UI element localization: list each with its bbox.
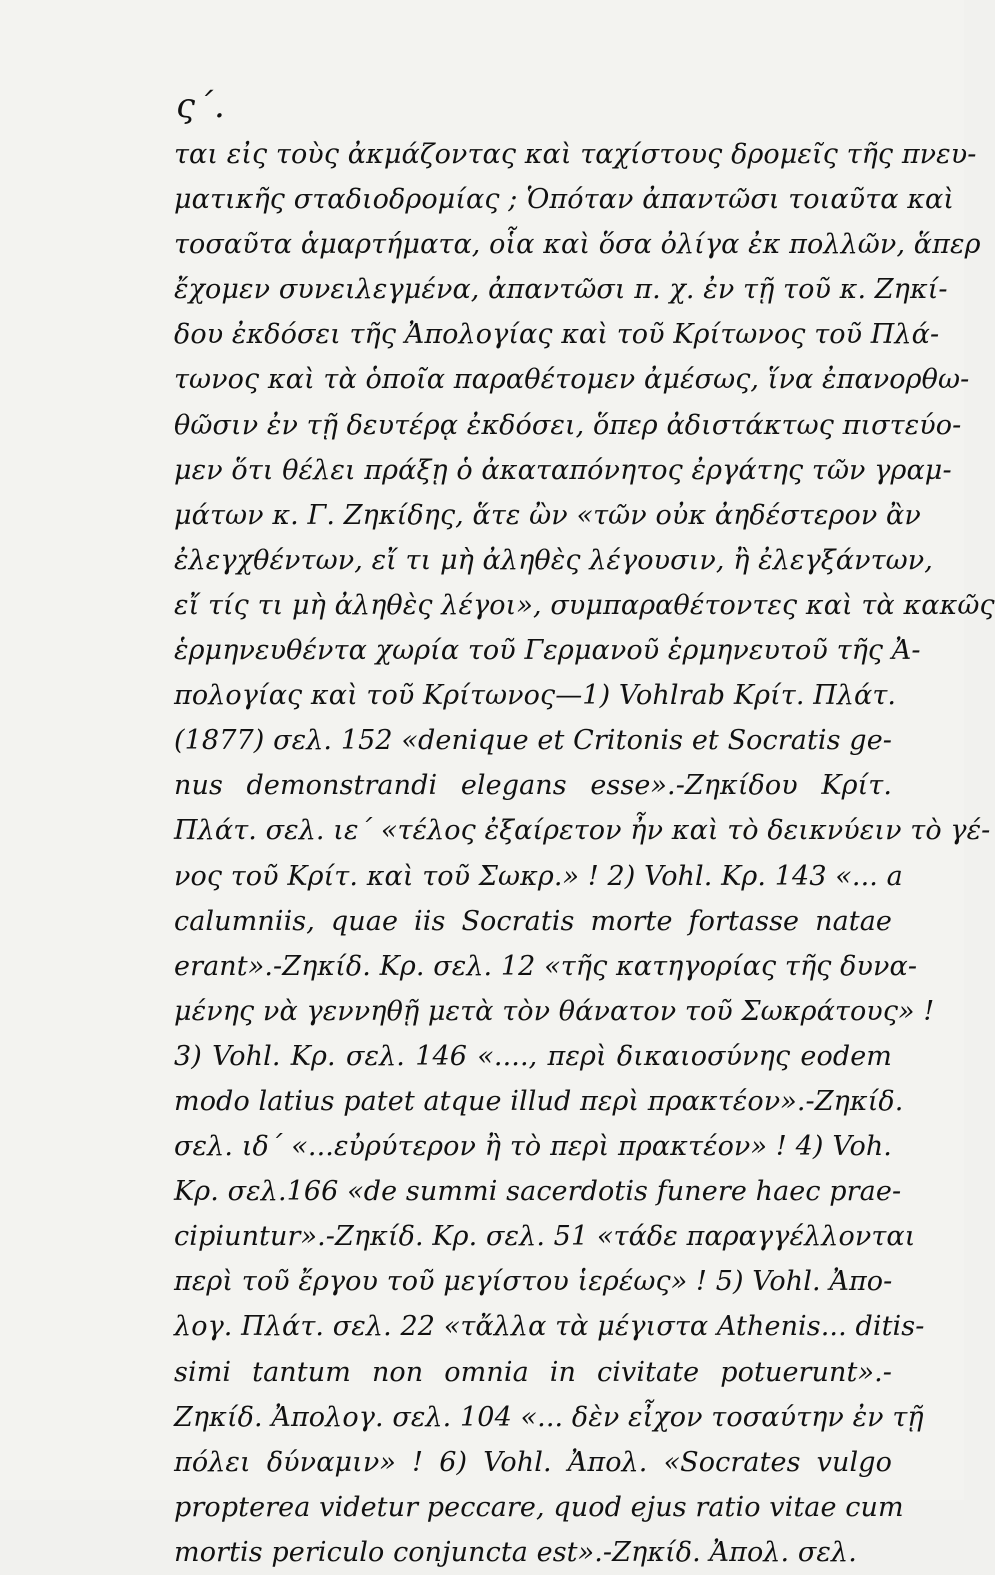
text-line: ται εἰς τοὺς ἀκμάζοντας καὶ ταχίστους δρομεῖς τῆς πνευ- — [174, 139, 977, 170]
text-line: τωνος καὶ τὰ ὁποῖα παραθέτομεν ἀμέσως, ἵνα ἐπανορθω- — [174, 364, 970, 396]
text-line: εἴ τίς τι μὴ ἀληθὲς λέγοι», συμπαραθέτοντες καὶ τὰ κακῶς — [174, 589, 995, 621]
text-line: nus demonstrandi elegans esse».-Ζηκίδου Κρίτ. — [174, 770, 892, 802]
text-line: propterea videtur peccare, quod ejus ratio vitae cum — [174, 1491, 904, 1523]
text-line: μάτων κ. Γ. Ζηκίδης, ἅτε ὢν «τῶν οὐκ ἀηδέστερον ἂν — [174, 499, 921, 531]
text-line: τοσαῦτα ἁμαρτήματα, οἷα καὶ ὅσα ὀλίγα ἐκ πολλῶν, ἅπερ — [174, 229, 981, 261]
text-line: μεν ὅτι θέλει πράξῃ ὁ ἀκαταπόνητος ἐργάτης τῶν γραμ- — [174, 454, 952, 486]
text-line: Ζηκίδ. Ἀπολογ. σελ. 104 «... δὲν εἶχον τοσαύτην ἐν τῇ — [174, 1401, 924, 1433]
text-line: δου ἐκδόσει τῆς Ἀπολογίας καὶ τοῦ Κρίτωνος τοῦ Πλά- — [174, 319, 940, 351]
text-line: cipiuntur».-Ζηκίδ. Κρ. σελ. 51 «τάδε παραγγέλλονται — [174, 1221, 916, 1253]
text-line: (1877) σελ. 152 «denique et Critonis et Socratis ge- — [174, 725, 892, 757]
text-line: modo latius patet atque illud περὶ πρακτέον».-Ζηκίδ. — [174, 1085, 904, 1117]
page-number: ς΄. — [176, 86, 226, 126]
text-line: erant».-Ζηκίδ. Κρ. σελ. 12 «τῆς κατηγορίας τῆς δυνα- — [174, 950, 918, 982]
text-line: mortis periculo conjuncta est».-Ζηκίδ. Ἀπολ. σελ. — [174, 1536, 857, 1568]
text-line: ματικῆς σταδιοδρομίας ; Ὁπόταν ἀπαντῶσι τοιαῦτα καὶ — [174, 184, 955, 216]
text-line: 3) Vohl. Κρ. σελ. 146 «...., περὶ δικαιοσύνης eodem — [174, 1040, 892, 1072]
text-line: simi tantum non omnia in civitate potuerunt».- — [174, 1356, 892, 1388]
text-line: ἔχομεν συνειλεγμένα, ἀπαντῶσι π. χ. ἐν τῇ τοῦ κ. Ζηκί- — [174, 274, 948, 306]
text-line: νος τοῦ Κρίτ. καὶ τοῦ Σωκρ.» ! 2) Vohl. Κρ. 143 «... a — [174, 860, 903, 892]
text-line: σελ. ιδ΄ «...εὐρύτερον ἢ τὸ περὶ πρακτέον» ! 4) Voh. — [174, 1131, 892, 1163]
text-line: Πλάτ. σελ. ιε΄ «τέλος ἐξαίρετον ἦν καὶ τὸ δεικνύειν τὸ γέ- — [174, 815, 991, 847]
text-line: calumniis, quae iis Socratis morte fortasse natae — [174, 905, 892, 937]
page-body-text — [174, 132, 995, 1575]
text-line: περὶ τοῦ ἔργου τοῦ μεγίστου ἱερέως» ! 5) Vohl. Ἀπο- — [174, 1266, 893, 1298]
text-line: θῶσιν ἐν τῇ δευτέρᾳ ἐκδόσει, ὅπερ ἀδιστάκτως πιστεύο- — [174, 409, 962, 441]
text-line: πόλει δύναμιν» ! 6) Vohl. Ἀπολ. «Socrates vulgo — [174, 1446, 892, 1478]
text-line: ἐλεγχθέντων, εἴ τι μὴ ἀληθὲς λέγουσιν, ἢ ἐλεγξάντων, — [174, 544, 933, 576]
text-line: λογ. Πλάτ. σελ. 22 «τἄλλα τὰ μέγιστα Athenis... ditis- — [174, 1311, 925, 1343]
text-line: Κρ. σελ.166 «de summi sacerdotis funere haec prae- — [174, 1176, 902, 1208]
text-line: πολογίας καὶ τοῦ Κρίτωνος—1) Vohlrab Κρίτ. Πλάτ. — [174, 680, 897, 712]
text-line: μένης νὰ γεννηθῇ μετὰ τὸν θάνατον τοῦ Σωκράτους» ! — [174, 995, 935, 1027]
text-line: ἑρμηνευθέντα χωρία τοῦ Γερμανοῦ ἑρμηνευτοῦ τῆς Ἀ- — [174, 635, 921, 667]
